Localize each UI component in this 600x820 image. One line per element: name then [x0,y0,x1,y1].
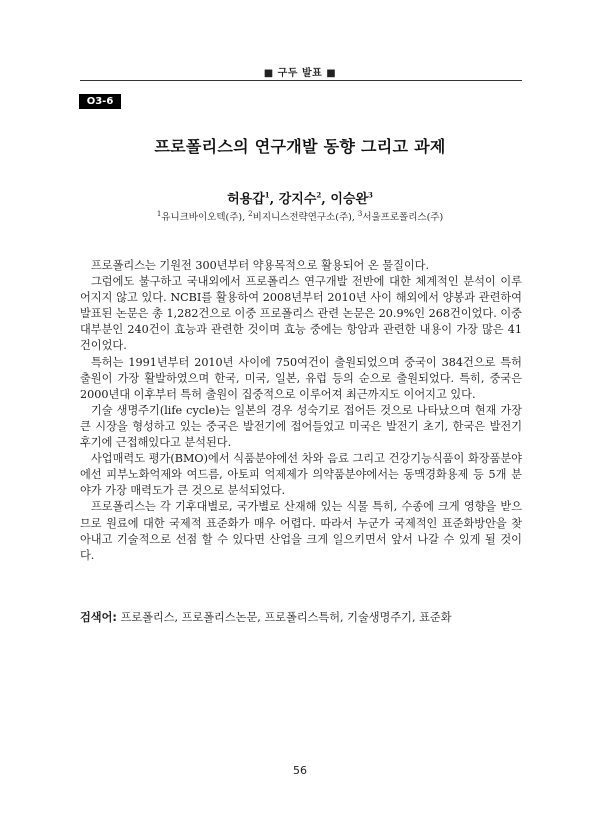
author-separator: , [321,192,331,207]
keywords-label: 검색어: [80,611,117,624]
affiliation-separator: , [351,212,358,223]
author-sup: 3 [368,190,373,200]
affiliation-sup: 3 [357,209,363,218]
author-list [0,188,600,207]
affiliation-name: 유니크바이오텍(주) [161,212,243,223]
author-sup: 1 [264,190,270,200]
header-divider [80,80,522,81]
abstract-paragraph: 기술 생명주기(life cycle)는 일본의 경우 성숙기로 접어든 것으로 나타났으며 현재 가장 큰 시장을 형성하고 있는 중국은 발전기에 접어들었고 미국은 발전기 초기, 한국은 발전기 후기에 근접해있다고 분석된다. [80,403,522,450]
author-name: 이승완 [330,192,369,207]
affiliation-sup: 2 [248,209,253,218]
author-sup: 2 [316,190,322,200]
author-separator: , [269,192,279,207]
abstract-paragraph: 프로폴리스는 각 기후대별로, 국가별로 산재해 있는 식물 특히, 수종에 크게 영향을 받으므로 원료에 대한 국제적 표준화가 매우 어렵다. 따라서 누군가 국제적인 표준화방안을 찾아내고 기술적으로 선점 할 수 있다면 산업을 크게 일으키면서 앞서 나갈 수 있게 될 것이다. [80,500,522,562]
affiliation-sup: 1 [156,209,162,218]
abstract-body [80,258,522,564]
abstract-code-badge: O3-6 [79,94,121,109]
paper-title: 프로폴리스의 연구개발 동향 그리고 과제 [154,137,446,156]
keywords-line [80,610,522,626]
author-name: 허용갑 [227,192,265,207]
page-number: 56 [293,764,307,777]
abstract-paragraph: 특허는 1991년부터 2010년 사이에 750여건이 출원되었으며 중국이 384건으로 특허 출원이 가장 활발하였으며 한국, 미국, 일본, 유럽 등의 순으로 출원되었다. 특히, 중국은 2000년대 이후부터 특허 출원이 집중적으로 이루어져 최근까지도 이어지고 있다. [80,355,522,401]
abstract-paragraph: 그럼에도 불구하고 국내외에서 프로폴리스 연구개발 전반에 대한 체계적인 분석이 이루어지지 않고 있다. NCBI를 활용하여 2008년부터 2010년 사이 해외에서 양봉과 관련하여 발표된 논문은 총 1,282건으로 이중 프로폴리스 관련 논문은 20.9%인 268건이었다. 이중 대부분인 240건이 효능과 관련한 것이며 효능 중에는 항암과 관련한 내용이 가장 많은 41건이었다. [80,275,522,353]
affiliation-list [0,209,600,223]
keywords-text: 프로폴리스, 프로폴리스논문, 프로폴리스특허, 기술생명주기, 표준화 [116,611,452,624]
author-name: 강지수 [278,192,317,207]
abstract-paragraph: 사업매력도 평가(BMO)에서 식품분야에선 차와 음료 그리고 건강기능식품이 화장품분야에선 피부노화억제와 여드름, 아토피 억제제가 의약품분야에서는 동맥경화용제 등 5개 분야가 가장 매력도가 큰 것으로 분석되었다. [80,452,522,498]
abstract-paragraph: 프로폴리스는 기원전 300년부터 약용목적으로 활용되어 온 물질이다. [91,259,430,272]
affiliation-name: 비지니스전략연구소(주) [252,212,352,223]
affiliation-separator: , [242,212,249,223]
affiliation-name: 서울프로폴리스(주) [362,212,444,223]
section-header: ■ 구두 발표 ■ [263,68,337,79]
